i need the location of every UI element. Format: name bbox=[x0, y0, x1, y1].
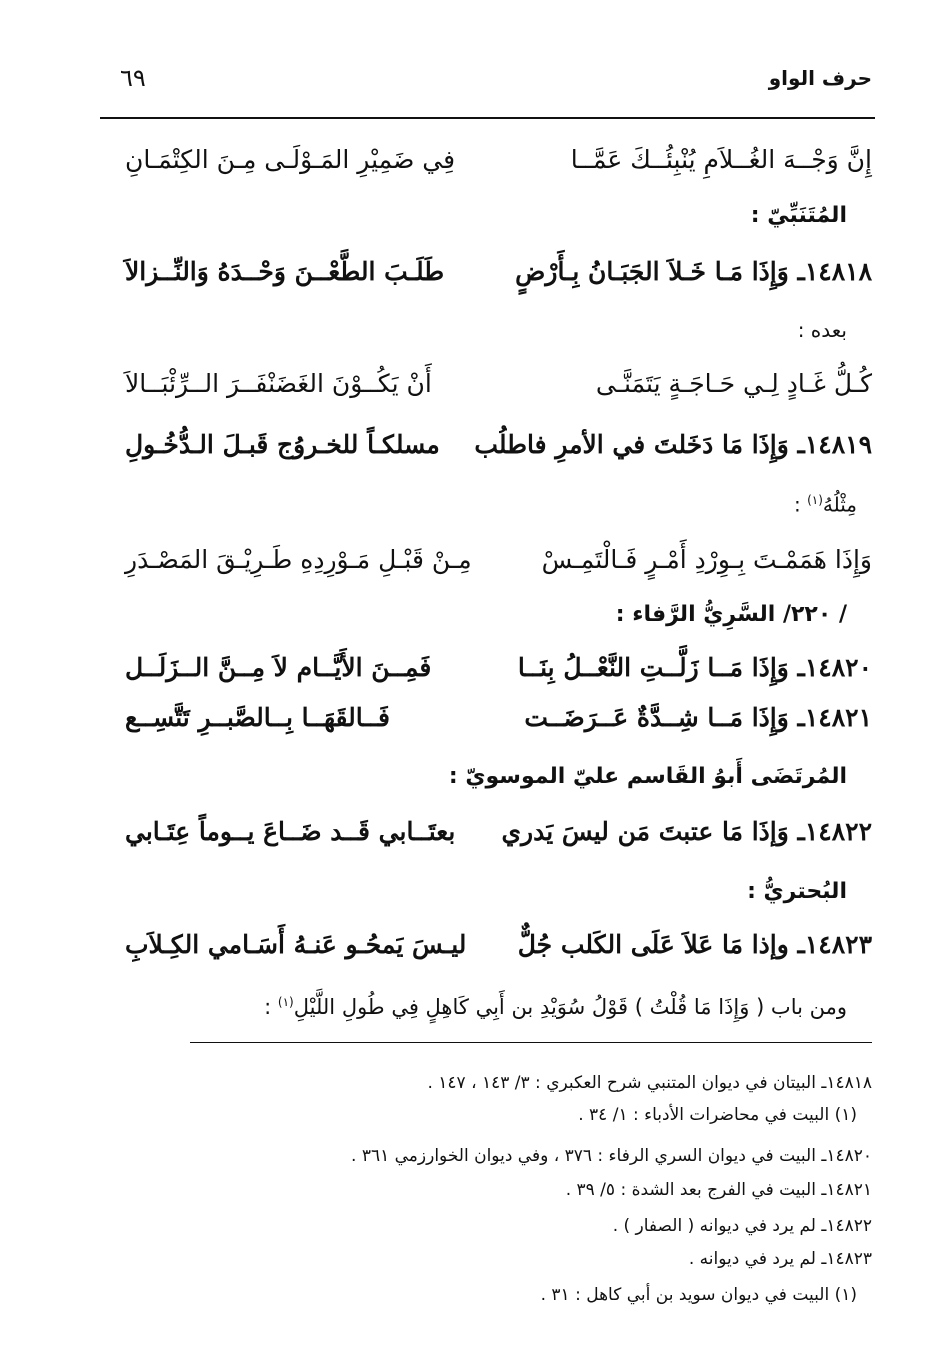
footnote: ١٤٨٢١ـ البيت في الفرج بعد الشدة : ٥/ ٣٩ . bbox=[565, 1180, 872, 1200]
verse-second-hemistich: فَــالقَهَــا بِــالصَّبــرِ تَتَّسِــع bbox=[125, 703, 390, 732]
prose-text: ومن باب ( وَإِذَا مَا قُلْتُ ) قَوْلُ سُوَيْدِ بن أَبِي كَاهِلٍ فِي طُولِ اللَّيْلِ bbox=[293, 995, 847, 1019]
verse-first-hemistich: ١٤٨٢٣ـ وإذا مَا عَلاَ عَلَى الكَلب جُلٌّ bbox=[517, 930, 872, 959]
note-colon: : bbox=[793, 492, 808, 517]
footnote: (١) البيت في محاضرات الأدباء : ١/ ٣٤ . bbox=[578, 1105, 857, 1125]
poet-heading: المُتَنَبِّيّ : bbox=[750, 203, 847, 228]
note-heading bbox=[125, 480, 857, 525]
verse-second-hemistich: فِي ضَمِيْرِ المَـوْلَـى مِـنَ الكِتْمَـانِ bbox=[125, 145, 456, 174]
verse-first-hemistich: إِنَّ وَجْــهَ الغُــلاَمِ يُنْبِئُــكَ عَمَّــا bbox=[570, 145, 872, 174]
poet-heading: المُرتَضَى أَبوُ القَاسم عليّ الموسويّ : bbox=[448, 764, 847, 789]
prose-paragraph bbox=[150, 982, 847, 1027]
footnote: ١٤٨٢٣ـ لم يرد في ديوانه . bbox=[688, 1249, 872, 1269]
verse-second-hemistich: طَلَـبَ الطَّعْــنَ وَحْــدَهُ وَالنِّــزالاَ bbox=[125, 257, 445, 286]
poet-heading: البُحتريُّ : bbox=[747, 879, 847, 904]
verse-second-hemistich: أَنْ يَكُــوْنَ الغَضَنْفَــرَ الــرِّئْبَــالاَ bbox=[125, 369, 432, 398]
verse-first-hemistich: ١٤٨١٩ـ وَإِذَا مَا دَخَلتَ في الأمرِ فاطلُب bbox=[474, 430, 872, 459]
footnote-rule bbox=[190, 1042, 872, 1043]
running-title: حرف الواو bbox=[768, 66, 872, 90]
footnote: ١٤٨١٨ـ البيتان في ديوان المتنبي شرح العكبري : ٣/ ١٤٣ ، ١٤٧ . bbox=[427, 1073, 872, 1093]
footnote-marker: (١) bbox=[807, 493, 823, 507]
footnote: ١٤٨٢٠ـ البيت في ديوان السري الرفاء : ٣٧٦ ، وفي ديوان الخوارزمي ٣٦١ . bbox=[351, 1146, 872, 1166]
verse-first-hemistich: ١٤٨٢٢ـ وَإذَا مَا عتبتَ مَن ليسَ يَدري bbox=[501, 817, 872, 846]
verse-first-hemistich: كُـلُّ غَـادٍ لِـي حَـاجَـةٍ يَتَمَنَّـى bbox=[595, 369, 872, 398]
page-number: ٦٩ bbox=[120, 64, 146, 92]
note-heading: بعده : bbox=[797, 318, 847, 342]
footnote-marker: (١) bbox=[277, 995, 294, 1009]
verse-first-hemistich: ١٤٨٢٠ـ وَإِذَا مَــا زَلَّــتِ النَّعْــلُ بِنَــا bbox=[517, 653, 872, 682]
verse-second-hemistich: مِـنْ قَبْـلِ مَـوْرِدِهِ طَـرِيْـقَ المَصْـدَرِ bbox=[125, 545, 472, 574]
footnote: (١) البيت في ديوان سويد بن أبي كاهل : ٣١ . bbox=[540, 1285, 857, 1305]
verse-first-hemistich: ١٤٨١٨ـ وَإِذَا مَـا خَـلاَ الجَبَـانُ بِـأَرْضٍ bbox=[515, 257, 872, 286]
note-text: مِثْلُهُ bbox=[822, 492, 857, 517]
verse-first-hemistich: وَإِذَا هَمَمْـتَ بِـوِرْدِ أَمْـرٍ فَـالْتَمِـسْ bbox=[541, 545, 872, 574]
verse-second-hemistich: فَمِــنَ الأَيَّــام لاَ مِــنَّ الــزَلَــل bbox=[125, 653, 432, 682]
verse-second-hemistich: بعتَــابي قَــد ضَــاعَ يــوماً عِتَـابي bbox=[125, 817, 456, 846]
prose-colon: : bbox=[264, 995, 278, 1019]
verse-second-hemistich: ليـسَ يَمحُـو عَنـهُ أَسَـامي الكِـلاَبِ bbox=[125, 930, 467, 959]
page-header bbox=[100, 58, 872, 108]
poet-heading: / ٢٢٠/ السَّرِيُّ الرَّفاء : bbox=[615, 602, 847, 627]
verse-second-hemistich: مسلكـاً للخـروُج قَبـلَ الـدُّخُـولِ bbox=[125, 430, 440, 459]
header-rule bbox=[100, 117, 875, 119]
verse-first-hemistich: ١٤٨٢١ـ وَإِذَا مَــا شِــدَّةٌ عَــرَضَــت bbox=[524, 703, 872, 732]
footnote: ١٤٨٢٢ـ لم يرد في ديوانه ( الصفار ) . bbox=[612, 1216, 872, 1236]
